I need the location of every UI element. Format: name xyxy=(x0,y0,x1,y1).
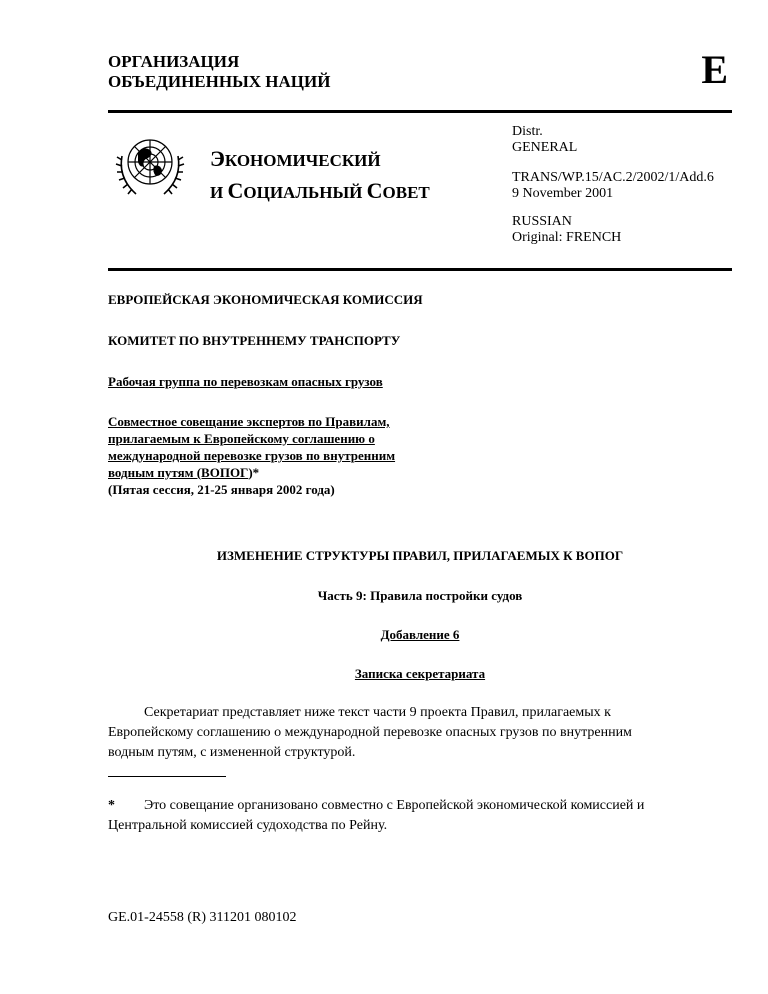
organization-name xyxy=(108,52,330,92)
footnote-line-2: Центральной комиссией судоходства по Рейну. xyxy=(108,818,388,833)
paragraph-line-3: водным путям, с измененной структурой. xyxy=(108,745,356,760)
meeting-line-4: водным путям (ВОПОГ)* xyxy=(108,465,260,480)
un-emblem-icon xyxy=(108,122,192,206)
meeting-line-3: международной перевозке грузов по внутренним xyxy=(108,448,396,463)
intro-paragraph xyxy=(108,703,708,763)
council-line-1: ЭКОНОМИЧЕСКИЙ xyxy=(210,146,381,171)
footnote xyxy=(108,796,718,836)
session-info: (Пятая сессия, 21-25 января 2002 года) xyxy=(108,482,335,497)
council-line-2: И СОЦИАЛЬНЫЙ СОВЕТ xyxy=(210,178,430,203)
part-title: Часть 9: Правила постройки судов xyxy=(317,588,523,603)
meeting-line-2: прилагаемым к Европейскому соглашению о xyxy=(108,431,375,446)
council-name xyxy=(210,144,430,208)
document-date: 9 November 2001 xyxy=(512,186,614,201)
paragraph-line-1: Секретариат представляет ниже текст части 9 проекта Правил, прилагаемых к xyxy=(144,705,611,720)
commission-heading: ЕВРОПЕЙСКАЯ ЭКОНОМИЧЕСКАЯ КОМИССИЯ xyxy=(108,292,423,307)
committee-heading: КОМИТЕТ ПО ВНУТРЕННЕМУ ТРАНСПОРТУ xyxy=(108,333,401,348)
note-title: Записка секретариата xyxy=(354,666,486,681)
working-party-heading: Рабочая группа по перевозкам опасных грузов xyxy=(108,374,383,389)
meeting-heading xyxy=(108,413,395,498)
addendum-title: Добавление 6 xyxy=(380,627,460,642)
footnote-line-1: * Это совещание организовано совместно с Европейской экономической комиссией и xyxy=(108,796,718,816)
language-block xyxy=(512,214,621,246)
footnote-separator xyxy=(108,776,226,777)
original-language: Original: FRENCH xyxy=(512,230,622,245)
distr-label: Distr. xyxy=(512,124,543,139)
ge-code: GE.01-24558 (R) 311201 080102 xyxy=(108,910,297,925)
footnote-mark: * xyxy=(108,798,115,813)
header-top-rule xyxy=(108,110,732,113)
paragraph-line-2: Европейскому соглашению о международной перевозке опасных грузов по внутренним xyxy=(108,725,632,740)
org-line-2: ОБЪЕДИНЕННЫХ НАЦИЙ xyxy=(108,72,331,91)
header-bottom-rule xyxy=(108,268,732,271)
document-symbol-block xyxy=(512,170,714,202)
document-title: ИЗМЕНЕНИЕ СТРУКТУРЫ ПРАВИЛ, ПРИЛАГАЕМЫХ К ВОПОГ xyxy=(216,548,624,563)
distr-type: GENERAL xyxy=(512,140,578,155)
org-line-1: ОРГАНИЗАЦИЯ xyxy=(108,52,240,71)
document-language: RUSSIAN xyxy=(512,214,572,229)
language-letter: E xyxy=(701,47,728,92)
meeting-line-1: Совместное совещание экспертов по Правилам, xyxy=(108,414,390,429)
distribution xyxy=(512,124,577,156)
document-symbol: TRANS/WP.15/AC.2/2002/1/Add.6 xyxy=(512,170,714,185)
